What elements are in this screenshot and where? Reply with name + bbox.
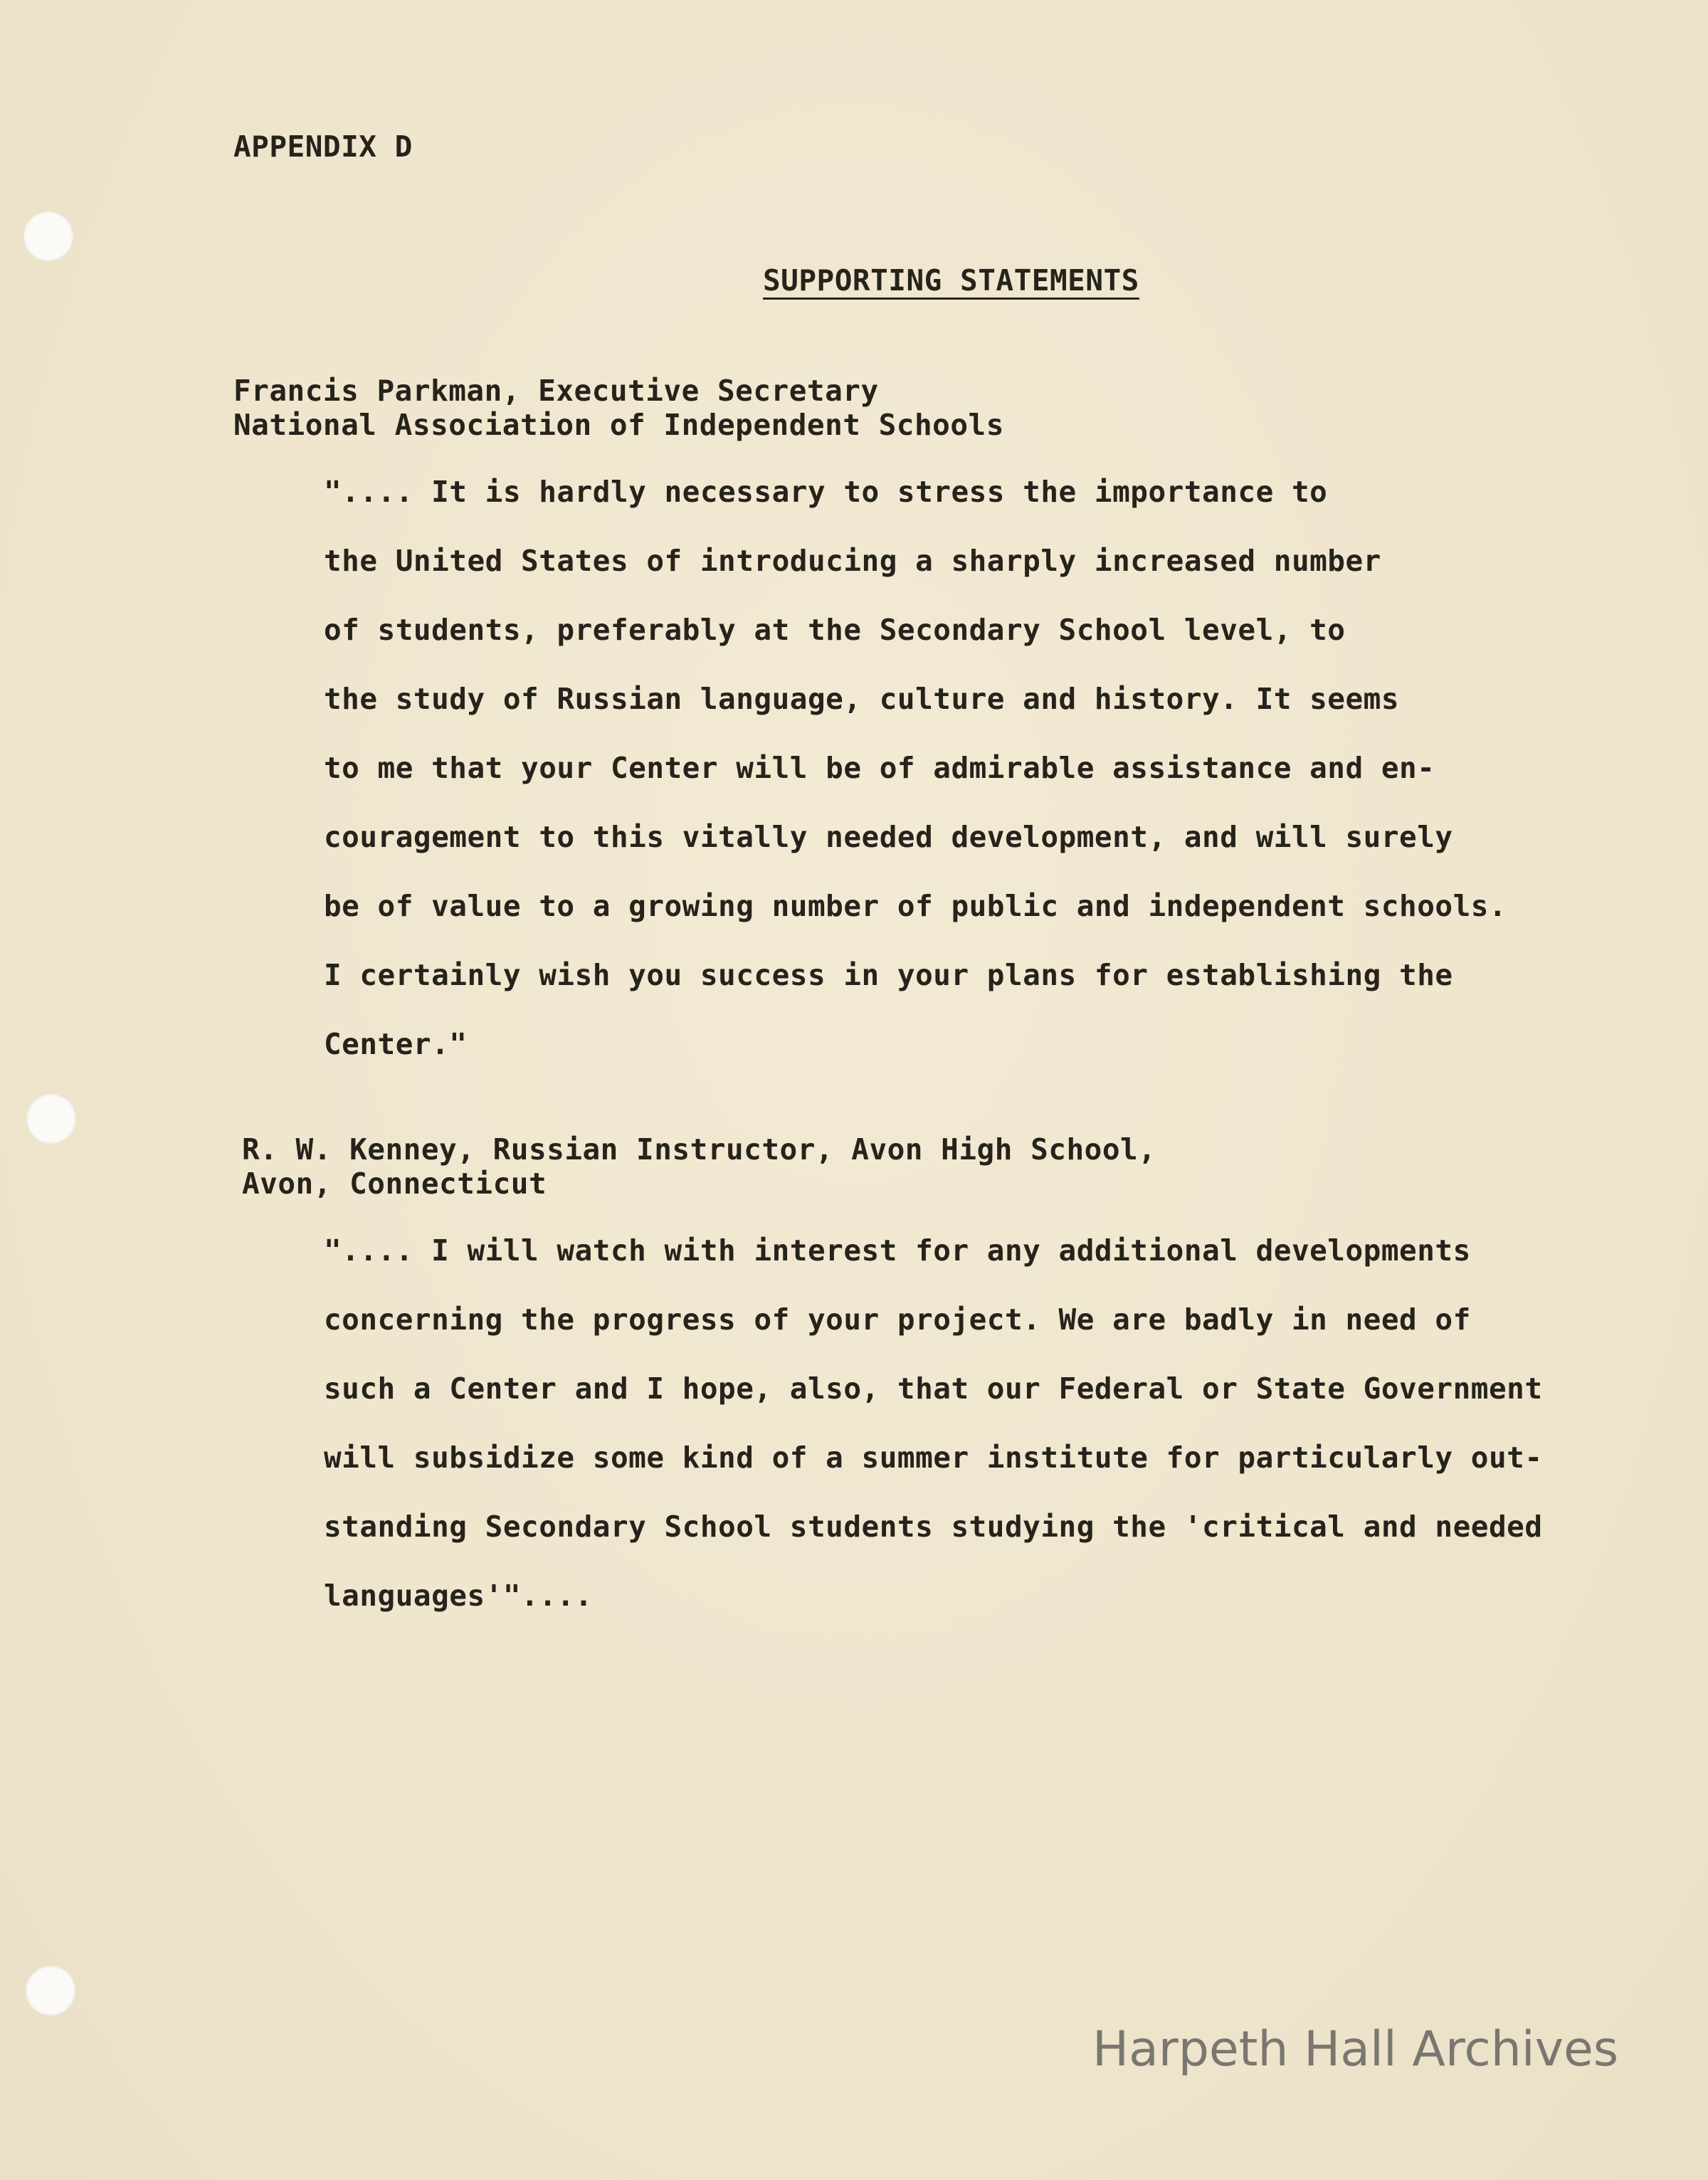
statement-1-quote-line: ".... It is hardly necessary to stress the importance to (324, 475, 1328, 509)
statement-2-quote-line: such a Center and I hope, also, that our Federal or State Government (324, 1371, 1543, 1406)
statement-2-quote-line: will subsidize some kind of a summer institute for particularly out- (324, 1441, 1543, 1475)
punch-hole-middle (26, 1094, 76, 1144)
statement-1-quote-line: to me that your Center will be of admirable assistance and en- (324, 751, 1435, 785)
statement-2-quote-line: concerning the progress of your project. We are badly in need of (324, 1302, 1471, 1337)
punch-hole-bottom (26, 1966, 75, 2016)
statement-2-quote-line: languages'".... (324, 1579, 593, 1613)
statement-1-quote-line: of students, preferably at the Secondary School level, to (324, 613, 1346, 647)
statement-2-author-name: R. W. Kenney, Russian Instructor, Avon High School, (242, 1132, 1156, 1167)
statement-1-quote-line: the study of Russian language, culture and history. It seems (324, 682, 1400, 716)
statement-1-quote-line: I certainly wish you success in your plans for establishing the (324, 958, 1453, 992)
statement-1-author-name: Francis Parkman, Executive Secretary (233, 374, 879, 408)
statement-1-quote-line: be of value to a growing number of public and independent schools. (324, 889, 1507, 923)
statement-1-author-organization: National Association of Independent Schools (233, 408, 1004, 442)
appendix-label: APPENDIX D (233, 130, 413, 164)
punch-hole-top (23, 211, 73, 261)
statement-2-author-location: Avon, Connecticut (242, 1167, 547, 1201)
statement-2-quote-line: standing Secondary School students studying the 'critical and needed (324, 1510, 1543, 1544)
statement-2-quote-line: ".... I will watch with interest for any additional developments (324, 1233, 1471, 1268)
statement-1-quote-line: the United States of introducing a sharply increased number (324, 544, 1381, 578)
page-heading: SUPPORTING STATEMENTS (763, 263, 1139, 297)
statement-1-quote-line: couragement to this vitally needed development, and will surely (324, 820, 1453, 854)
archive-watermark: Harpeth Hall Archives (1092, 2021, 1619, 2078)
statement-1-quote-line: Center." (324, 1027, 468, 1061)
